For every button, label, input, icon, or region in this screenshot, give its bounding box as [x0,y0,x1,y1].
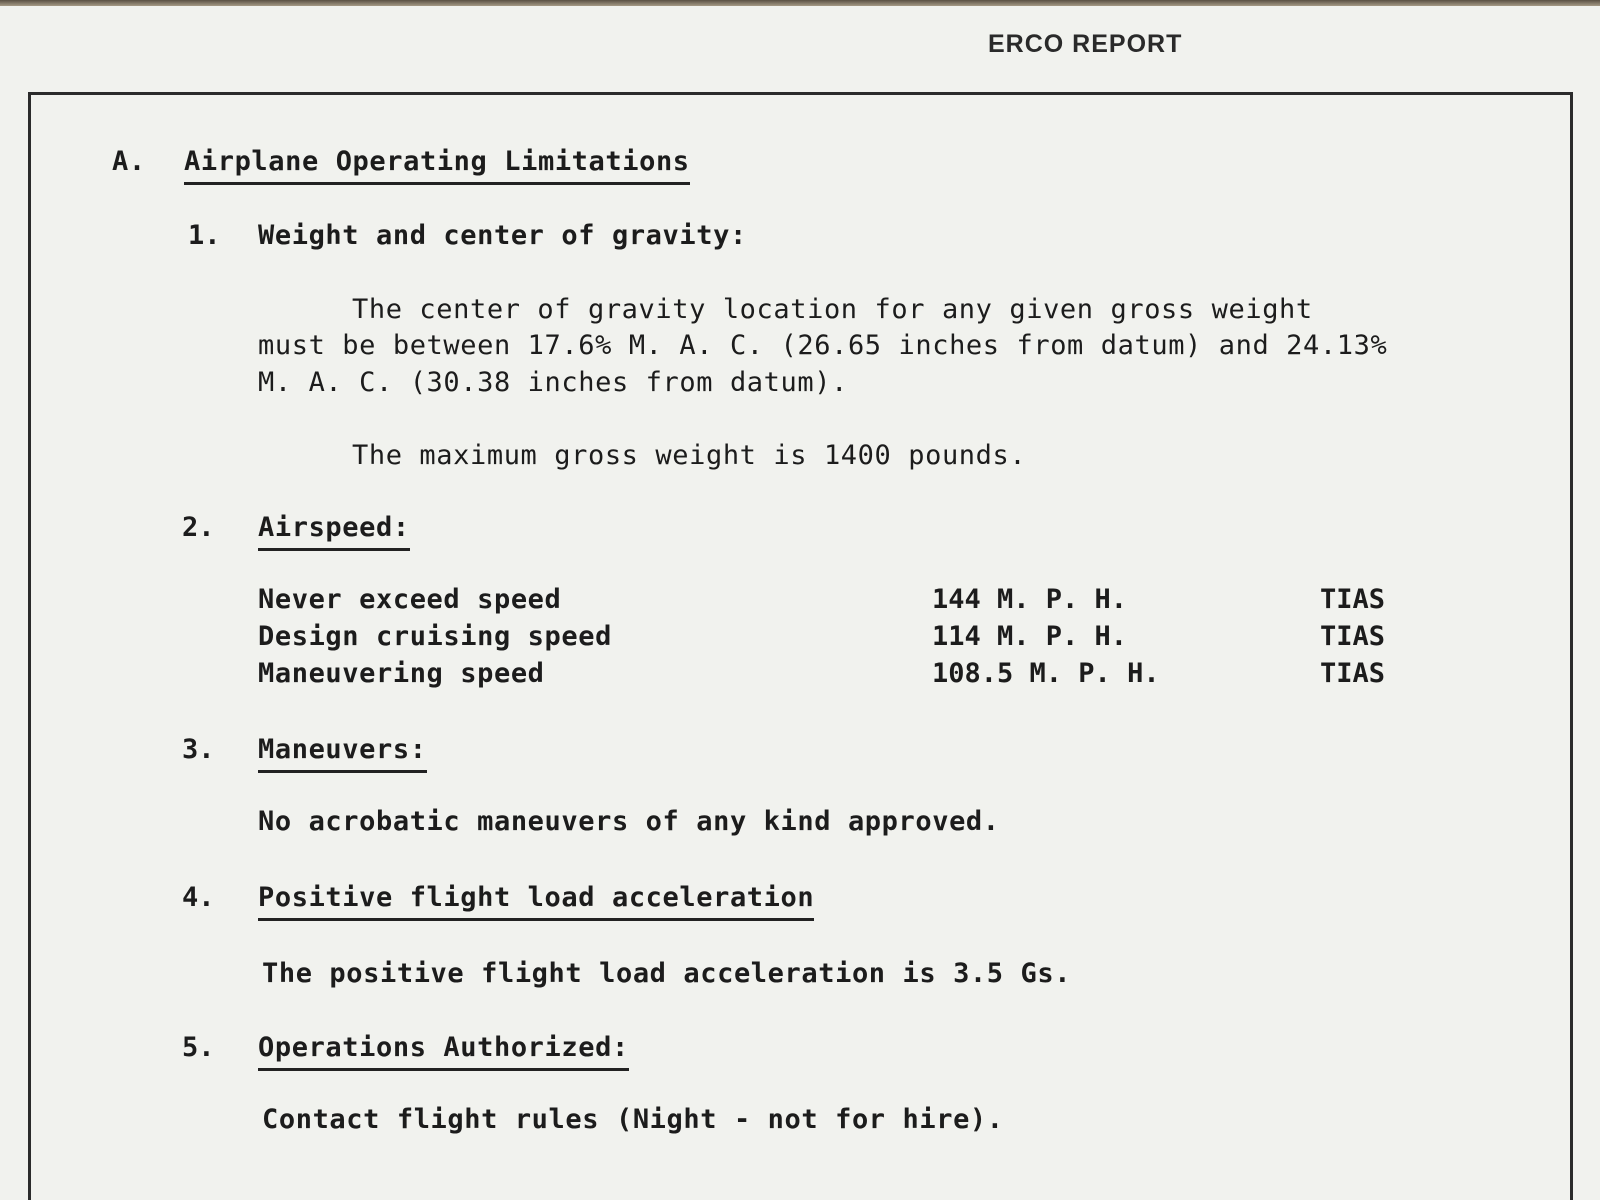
report-header-title: ERCO REPORT [988,30,1183,58]
speed-label-maneuvering: Maneuvering speed [258,658,545,689]
section-letter: A. [112,146,146,177]
item-5-number: 5. [182,1032,215,1063]
page-top-edge [0,0,1600,6]
item-4-heading: Positive flight load acceleration [258,882,814,921]
speed-unit-maneuvering: TIAS [1320,658,1386,689]
item-3-heading: Maneuvers: [258,734,427,773]
item-1-heading: Weight and center of gravity: [258,220,747,251]
item-5-text: Contact flight rules (Night - not for hire). [262,1104,1004,1135]
speed-value-design-cruising: 114 M. P. H. [932,621,1128,652]
item-3-text: No acrobatic maneuvers of any kind approved. [258,806,1000,837]
speed-unit-design-cruising: TIAS [1320,621,1386,652]
speed-label-design-cruising: Design cruising speed [258,621,612,652]
speed-label-never-exceed: Never exceed speed [258,584,562,615]
item-1-paragraph-line-1: The center of gravity location for any given gross weight [352,294,1313,325]
section-title: Airplane Operating Limitations [184,146,690,185]
speed-value-never-exceed: 144 M. P. H. [932,584,1128,615]
item-1-paragraph-line-2: must be between 17.6% M. A. C. (26.65 inches from datum) and 24.13% [258,330,1388,361]
speed-unit-never-exceed: TIAS [1320,584,1386,615]
item-1-max-weight: The maximum gross weight is 1400 pounds. [352,440,1027,471]
item-2-number: 2. [182,512,215,543]
speed-value-maneuvering: 108.5 M. P. H. [932,658,1160,689]
item-4-number: 4. [182,882,215,913]
item-3-number: 3. [182,734,215,765]
item-4-text: The positive flight load acceleration is 3.5 Gs. [262,958,1072,989]
item-5-heading: Operations Authorized: [258,1032,629,1071]
item-1-number: 1. [188,220,221,251]
item-2-heading: Airspeed: [258,512,410,551]
item-1-paragraph-line-3: M. A. C. (30.38 inches from datum). [258,367,848,398]
